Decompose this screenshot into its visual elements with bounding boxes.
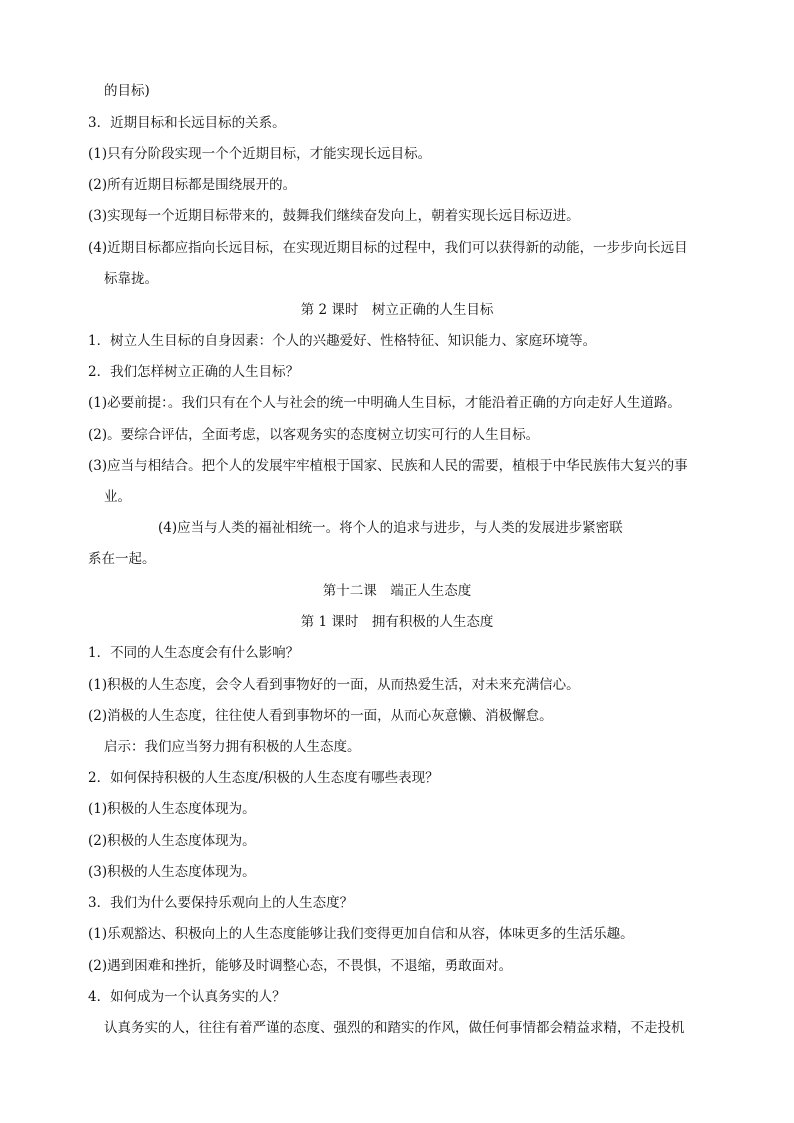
text-line: (4)近期目标都应指向长远目标，在实现近期目标的过程中，我们可以获得新的动能，一步步向长远目 [88, 240, 688, 256]
question-heading: 4．如何成为一个认真务实的人？ [88, 989, 286, 1005]
section-title: 第 1 课时 拥有积极的人生态度 [300, 614, 494, 630]
text-line: (1)必要前提：。我们只有在个人与社会的统一中明确人生目标，才能沿着正确的方向走好人生道路。 [88, 395, 681, 411]
text-line: 认真务实的人，往往有着严谨的态度、强烈的和踏实的作风，做任何事情都会精益求精，不走投机 [104, 1020, 685, 1036]
text-line: (2)所有近期目标都是围绕展开的。 [88, 177, 297, 193]
question-heading: 3．我们为什么要保持乐观向上的人生态度？ [88, 895, 354, 911]
text-line: (2)消极的人生态度，往往使人看到事物坏的一面，从而心灰意懒、消极懈怠。 [88, 708, 553, 724]
text-line: (3)应当与相结合。把个人的发展牢牢植根于国家、民族和人民的需要，植根于中华民族伟大复兴的事 [88, 458, 688, 474]
text-line: (4)应当与人类的福祉相统一。将个人的追求与进步，与人类的发展进步紧密联 [158, 520, 623, 536]
question-heading: 3．近期目标和长远目标的关系。 [88, 115, 286, 131]
text-line: 系在一起。 [88, 551, 156, 567]
text-line: (1)只有分阶段实现一个个近期目标，才能实现长远目标。 [88, 146, 432, 162]
text-line: 的目标) [104, 83, 150, 99]
question-heading: 2．我们怎样树立正确的人生目标？ [88, 364, 300, 380]
text-line: (3)积极的人生态度体现为。 [88, 864, 256, 880]
text-line: (3)实现每一个近期目标带来的，鼓舞我们继续奋发向上，朝着实现长远目标迈进。 [88, 208, 580, 224]
text-line: 启示：我们应当努力拥有积极的人生态度。 [104, 739, 361, 755]
text-line: (2)积极的人生态度体现为。 [88, 833, 256, 849]
text-line: 业。 [104, 489, 131, 505]
lesson-title: 第十二课 端正人生态度 [322, 583, 472, 599]
text-line: (2)遇到困难和挫折，能够及时调整心态，不畏惧，不退缩，勇敢面对。 [88, 958, 513, 974]
text-line: 标靠拢。 [104, 271, 158, 287]
text-line: (1)乐观豁达、积极向上的人生态度能够让我们变得更加自信和从容，体味更多的生活乐趣。 [88, 926, 634, 942]
question-heading: 2．如何保持积极的人生态度/积极的人生态度有哪些表现？ [88, 770, 439, 786]
text-line: (2)。要综合评估，全面考虑，以客观务实的态度树立切实可行的人生目标。 [88, 427, 540, 443]
text-line: (1)积极的人生态度体现为。 [88, 801, 256, 817]
question-heading: 1．不同的人生态度会有什么影响？ [88, 645, 300, 661]
text-line: (1)积极的人生态度，会令人看到事物好的一面，从而热爱生活，对未来充满信心。 [88, 677, 580, 693]
section-title: 第 2 课时 树立正确的人生目标 [300, 302, 494, 318]
question-heading: 1．树立人生目标的自身因素：个人的兴趣爱好、性格特征、知识能力、家庭环境等。 [88, 333, 597, 349]
